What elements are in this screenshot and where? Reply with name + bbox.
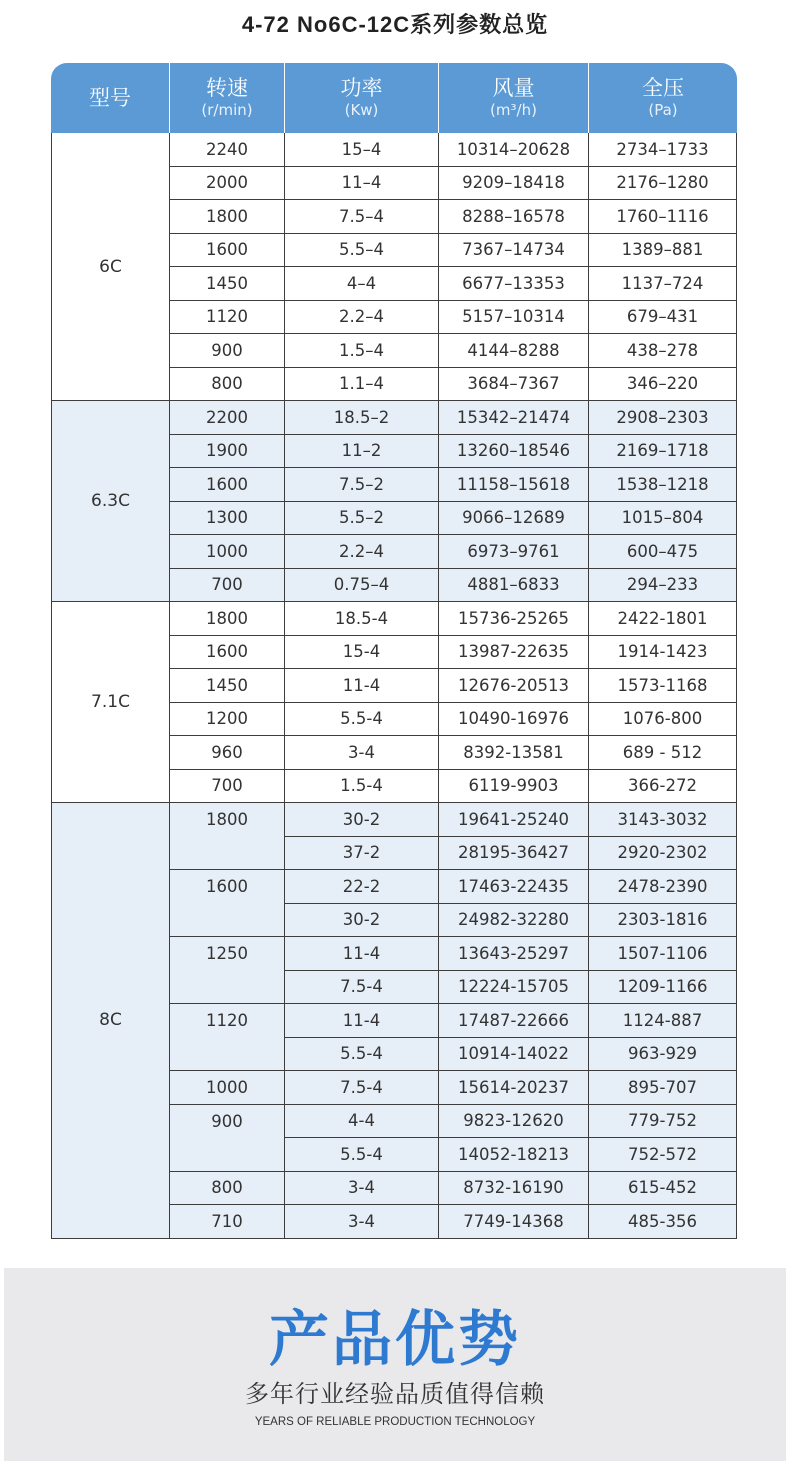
airflow-cell: 12224-15705 bbox=[439, 971, 589, 1005]
airflow-cell: 6119-9903 bbox=[439, 770, 589, 804]
power-cell: 22-2 bbox=[285, 870, 439, 904]
pressure-cell: 1573-1168 bbox=[589, 669, 737, 703]
power-cell: 18.5–2 bbox=[285, 401, 439, 435]
power-cell: 11-4 bbox=[285, 669, 439, 703]
speed-cell: 900 bbox=[170, 334, 285, 368]
header-power bbox=[285, 63, 439, 133]
model-cell: 6.3C bbox=[51, 401, 170, 602]
model-group bbox=[51, 133, 737, 401]
pressure-cell: 346–220 bbox=[589, 368, 737, 402]
model-group bbox=[51, 602, 737, 803]
airflow-cell: 5157–10314 bbox=[439, 301, 589, 335]
power-cell: 5.5-4 bbox=[285, 1038, 439, 1072]
airflow-cell: 8392-13581 bbox=[439, 736, 589, 770]
model-cell: 8C bbox=[51, 803, 170, 1239]
speed-cell: 1600 bbox=[170, 468, 285, 502]
speed-cell: 710 bbox=[170, 1205, 285, 1239]
power-cell: 11-4 bbox=[285, 937, 439, 971]
speed-cell: 2000 bbox=[170, 167, 285, 201]
pressure-cell: 366-272 bbox=[589, 770, 737, 804]
pressure-cell: 752-572 bbox=[589, 1138, 737, 1172]
header-power-unit: (Kw) bbox=[344, 101, 379, 119]
power-cell: 5.5–2 bbox=[285, 502, 439, 536]
power-cell: 0.75–4 bbox=[285, 569, 439, 603]
model-group bbox=[51, 803, 737, 1239]
power-cell: 1.5-4 bbox=[285, 770, 439, 804]
pressure-cell: 2478-2390 bbox=[589, 870, 737, 904]
airflow-cell: 14052-18213 bbox=[439, 1138, 589, 1172]
table-header-row bbox=[51, 63, 737, 133]
table-row bbox=[51, 133, 737, 167]
spec-table-container bbox=[51, 63, 737, 1239]
airflow-cell: 10490-16976 bbox=[439, 703, 589, 737]
pressure-cell: 1076-800 bbox=[589, 703, 737, 737]
pressure-cell: 1760–1116 bbox=[589, 200, 737, 234]
pressure-cell: 294–233 bbox=[589, 569, 737, 603]
speed-cell: 900 bbox=[170, 1105, 285, 1172]
pressure-cell: 2920-2302 bbox=[589, 837, 737, 871]
power-cell: 5.5-4 bbox=[285, 703, 439, 737]
speed-cell: 1600 bbox=[170, 636, 285, 670]
pressure-cell: 438–278 bbox=[589, 334, 737, 368]
spec-table bbox=[51, 63, 737, 1239]
pressure-cell: 2303-1816 bbox=[589, 904, 737, 938]
speed-cell: 1200 bbox=[170, 703, 285, 737]
airflow-cell: 13260–18546 bbox=[439, 435, 589, 469]
header-pressure bbox=[589, 63, 737, 133]
speed-cell: 1900 bbox=[170, 435, 285, 469]
airflow-cell: 11158–15618 bbox=[439, 468, 589, 502]
pressure-cell: 600–475 bbox=[589, 535, 737, 569]
header-pressure-unit: (Pa) bbox=[648, 101, 678, 119]
speed-cell: 1250 bbox=[170, 937, 285, 1004]
power-cell: 4-4 bbox=[285, 1105, 439, 1139]
airflow-cell: 7367–14734 bbox=[439, 234, 589, 268]
speed-cell: 2240 bbox=[170, 133, 285, 167]
pressure-cell: 2908–2303 bbox=[589, 401, 737, 435]
pressure-cell: 1015–804 bbox=[589, 502, 737, 536]
airflow-cell: 4144–8288 bbox=[439, 334, 589, 368]
banner-title: 产品优势 bbox=[269, 1305, 521, 1375]
speed-cell: 1450 bbox=[170, 267, 285, 301]
power-cell: 2.2–4 bbox=[285, 301, 439, 335]
power-cell: 2.2–4 bbox=[285, 535, 439, 569]
power-cell: 37-2 bbox=[285, 837, 439, 871]
pressure-cell: 2734–1733 bbox=[589, 133, 737, 167]
power-cell: 4–4 bbox=[285, 267, 439, 301]
speed-cell: 1450 bbox=[170, 669, 285, 703]
power-cell: 1.5–4 bbox=[285, 334, 439, 368]
power-cell: 3-4 bbox=[285, 1172, 439, 1206]
airflow-cell: 7749-14368 bbox=[439, 1205, 589, 1239]
speed-cell: 1300 bbox=[170, 502, 285, 536]
table-row bbox=[51, 803, 737, 837]
airflow-cell: 8732-16190 bbox=[439, 1172, 589, 1206]
speed-cell: 1600 bbox=[170, 234, 285, 268]
airflow-cell: 10914-14022 bbox=[439, 1038, 589, 1072]
header-speed-label: 转速 bbox=[206, 76, 248, 100]
pressure-cell: 2176–1280 bbox=[589, 167, 737, 201]
pressure-cell: 1507-1106 bbox=[589, 937, 737, 971]
speed-cell: 1600 bbox=[170, 870, 285, 937]
speed-cell: 700 bbox=[170, 569, 285, 603]
header-speed bbox=[170, 63, 285, 133]
power-cell: 7.5-4 bbox=[285, 1071, 439, 1105]
power-cell: 1.1–4 bbox=[285, 368, 439, 402]
banner-english-tagline: YEARS OF RELIABLE PRODUCTION TECHNOLOGY bbox=[254, 1416, 536, 1428]
pressure-cell: 485-356 bbox=[589, 1205, 737, 1239]
airflow-cell: 15736-25265 bbox=[439, 602, 589, 636]
banner-subtitle: 多年行业经验品质值得信赖 bbox=[245, 1380, 545, 1408]
pressure-cell: 895-707 bbox=[589, 1071, 737, 1105]
airflow-cell: 10314–20628 bbox=[439, 133, 589, 167]
airflow-cell: 28195-36427 bbox=[439, 837, 589, 871]
speed-cell: 1000 bbox=[170, 1071, 285, 1105]
airflow-cell: 17463-22435 bbox=[439, 870, 589, 904]
model-cell: 6C bbox=[51, 133, 170, 401]
airflow-cell: 13643-25297 bbox=[439, 937, 589, 971]
power-cell: 30-2 bbox=[285, 803, 439, 837]
airflow-cell: 19641-25240 bbox=[439, 803, 589, 837]
airflow-cell: 9209–18418 bbox=[439, 167, 589, 201]
airflow-cell: 17487-22666 bbox=[439, 1004, 589, 1038]
airflow-cell: 4881–6833 bbox=[439, 569, 589, 603]
airflow-cell: 6677–13353 bbox=[439, 267, 589, 301]
airflow-cell: 15342–21474 bbox=[439, 401, 589, 435]
speed-cell: 1120 bbox=[170, 1004, 285, 1071]
header-flow-label: 风量 bbox=[492, 76, 535, 100]
speed-cell: 800 bbox=[170, 368, 285, 402]
pressure-cell: 2422-1801 bbox=[589, 602, 737, 636]
pressure-cell: 615-452 bbox=[589, 1172, 737, 1206]
model-cell: 7.1C bbox=[51, 602, 170, 803]
header-flow-unit: (m³/h) bbox=[490, 101, 537, 119]
power-cell: 7.5–2 bbox=[285, 468, 439, 502]
header-model bbox=[51, 63, 170, 133]
power-cell: 11–2 bbox=[285, 435, 439, 469]
power-cell: 5.5-4 bbox=[285, 1138, 439, 1172]
header-model-label: 型号 bbox=[89, 86, 131, 110]
pressure-cell: 3143-3032 bbox=[589, 803, 737, 837]
pressure-cell: 2169–1718 bbox=[589, 435, 737, 469]
pressure-cell: 1538–1218 bbox=[589, 468, 737, 502]
product-advantage-banner bbox=[4, 1268, 786, 1461]
speed-cell: 960 bbox=[170, 736, 285, 770]
model-group bbox=[51, 401, 737, 602]
power-cell: 11–4 bbox=[285, 167, 439, 201]
header-speed-unit: (r/min) bbox=[201, 101, 253, 119]
power-cell: 15-4 bbox=[285, 636, 439, 670]
pressure-cell: 679–431 bbox=[589, 301, 737, 335]
table-row bbox=[51, 401, 737, 435]
power-cell: 3-4 bbox=[285, 736, 439, 770]
page-title: 4-72 No6C-12C系列参数总览 bbox=[241, 12, 549, 37]
power-cell: 5.5–4 bbox=[285, 234, 439, 268]
pressure-cell: 1389–881 bbox=[589, 234, 737, 268]
airflow-cell: 6973–9761 bbox=[439, 535, 589, 569]
speed-cell: 800 bbox=[170, 1172, 285, 1206]
pressure-cell: 1124-887 bbox=[589, 1004, 737, 1038]
airflow-cell: 9823-12620 bbox=[439, 1105, 589, 1139]
pressure-cell: 779-752 bbox=[589, 1105, 737, 1139]
power-cell: 3-4 bbox=[285, 1205, 439, 1239]
power-cell: 11-4 bbox=[285, 1004, 439, 1038]
power-cell: 7.5–4 bbox=[285, 200, 439, 234]
header-power-label: 功率 bbox=[340, 76, 383, 100]
airflow-cell: 15614-20237 bbox=[439, 1071, 589, 1105]
speed-cell: 1800 bbox=[170, 602, 285, 636]
airflow-cell: 13987-22635 bbox=[439, 636, 589, 670]
power-cell: 30-2 bbox=[285, 904, 439, 938]
pressure-cell: 963-929 bbox=[589, 1038, 737, 1072]
speed-cell: 2200 bbox=[170, 401, 285, 435]
airflow-cell: 24982-32280 bbox=[439, 904, 589, 938]
power-cell: 7.5-4 bbox=[285, 971, 439, 1005]
power-cell: 15–4 bbox=[285, 133, 439, 167]
airflow-cell: 12676-20513 bbox=[439, 669, 589, 703]
pressure-cell: 1914-1423 bbox=[589, 636, 737, 670]
header-pressure-label: 全压 bbox=[642, 76, 684, 100]
pressure-cell: 689 - 512 bbox=[589, 736, 737, 770]
airflow-cell: 8288–16578 bbox=[439, 200, 589, 234]
speed-cell: 1000 bbox=[170, 535, 285, 569]
header-flow bbox=[439, 63, 589, 133]
speed-cell: 700 bbox=[170, 770, 285, 804]
pressure-cell: 1137–724 bbox=[589, 267, 737, 301]
table-row bbox=[51, 602, 737, 636]
speed-cell: 1800 bbox=[170, 200, 285, 234]
airflow-cell: 3684–7367 bbox=[439, 368, 589, 402]
airflow-cell: 9066–12689 bbox=[439, 502, 589, 536]
pressure-cell: 1209-1166 bbox=[589, 971, 737, 1005]
power-cell: 18.5-4 bbox=[285, 602, 439, 636]
speed-cell: 1120 bbox=[170, 301, 285, 335]
speed-cell: 1800 bbox=[170, 803, 285, 870]
